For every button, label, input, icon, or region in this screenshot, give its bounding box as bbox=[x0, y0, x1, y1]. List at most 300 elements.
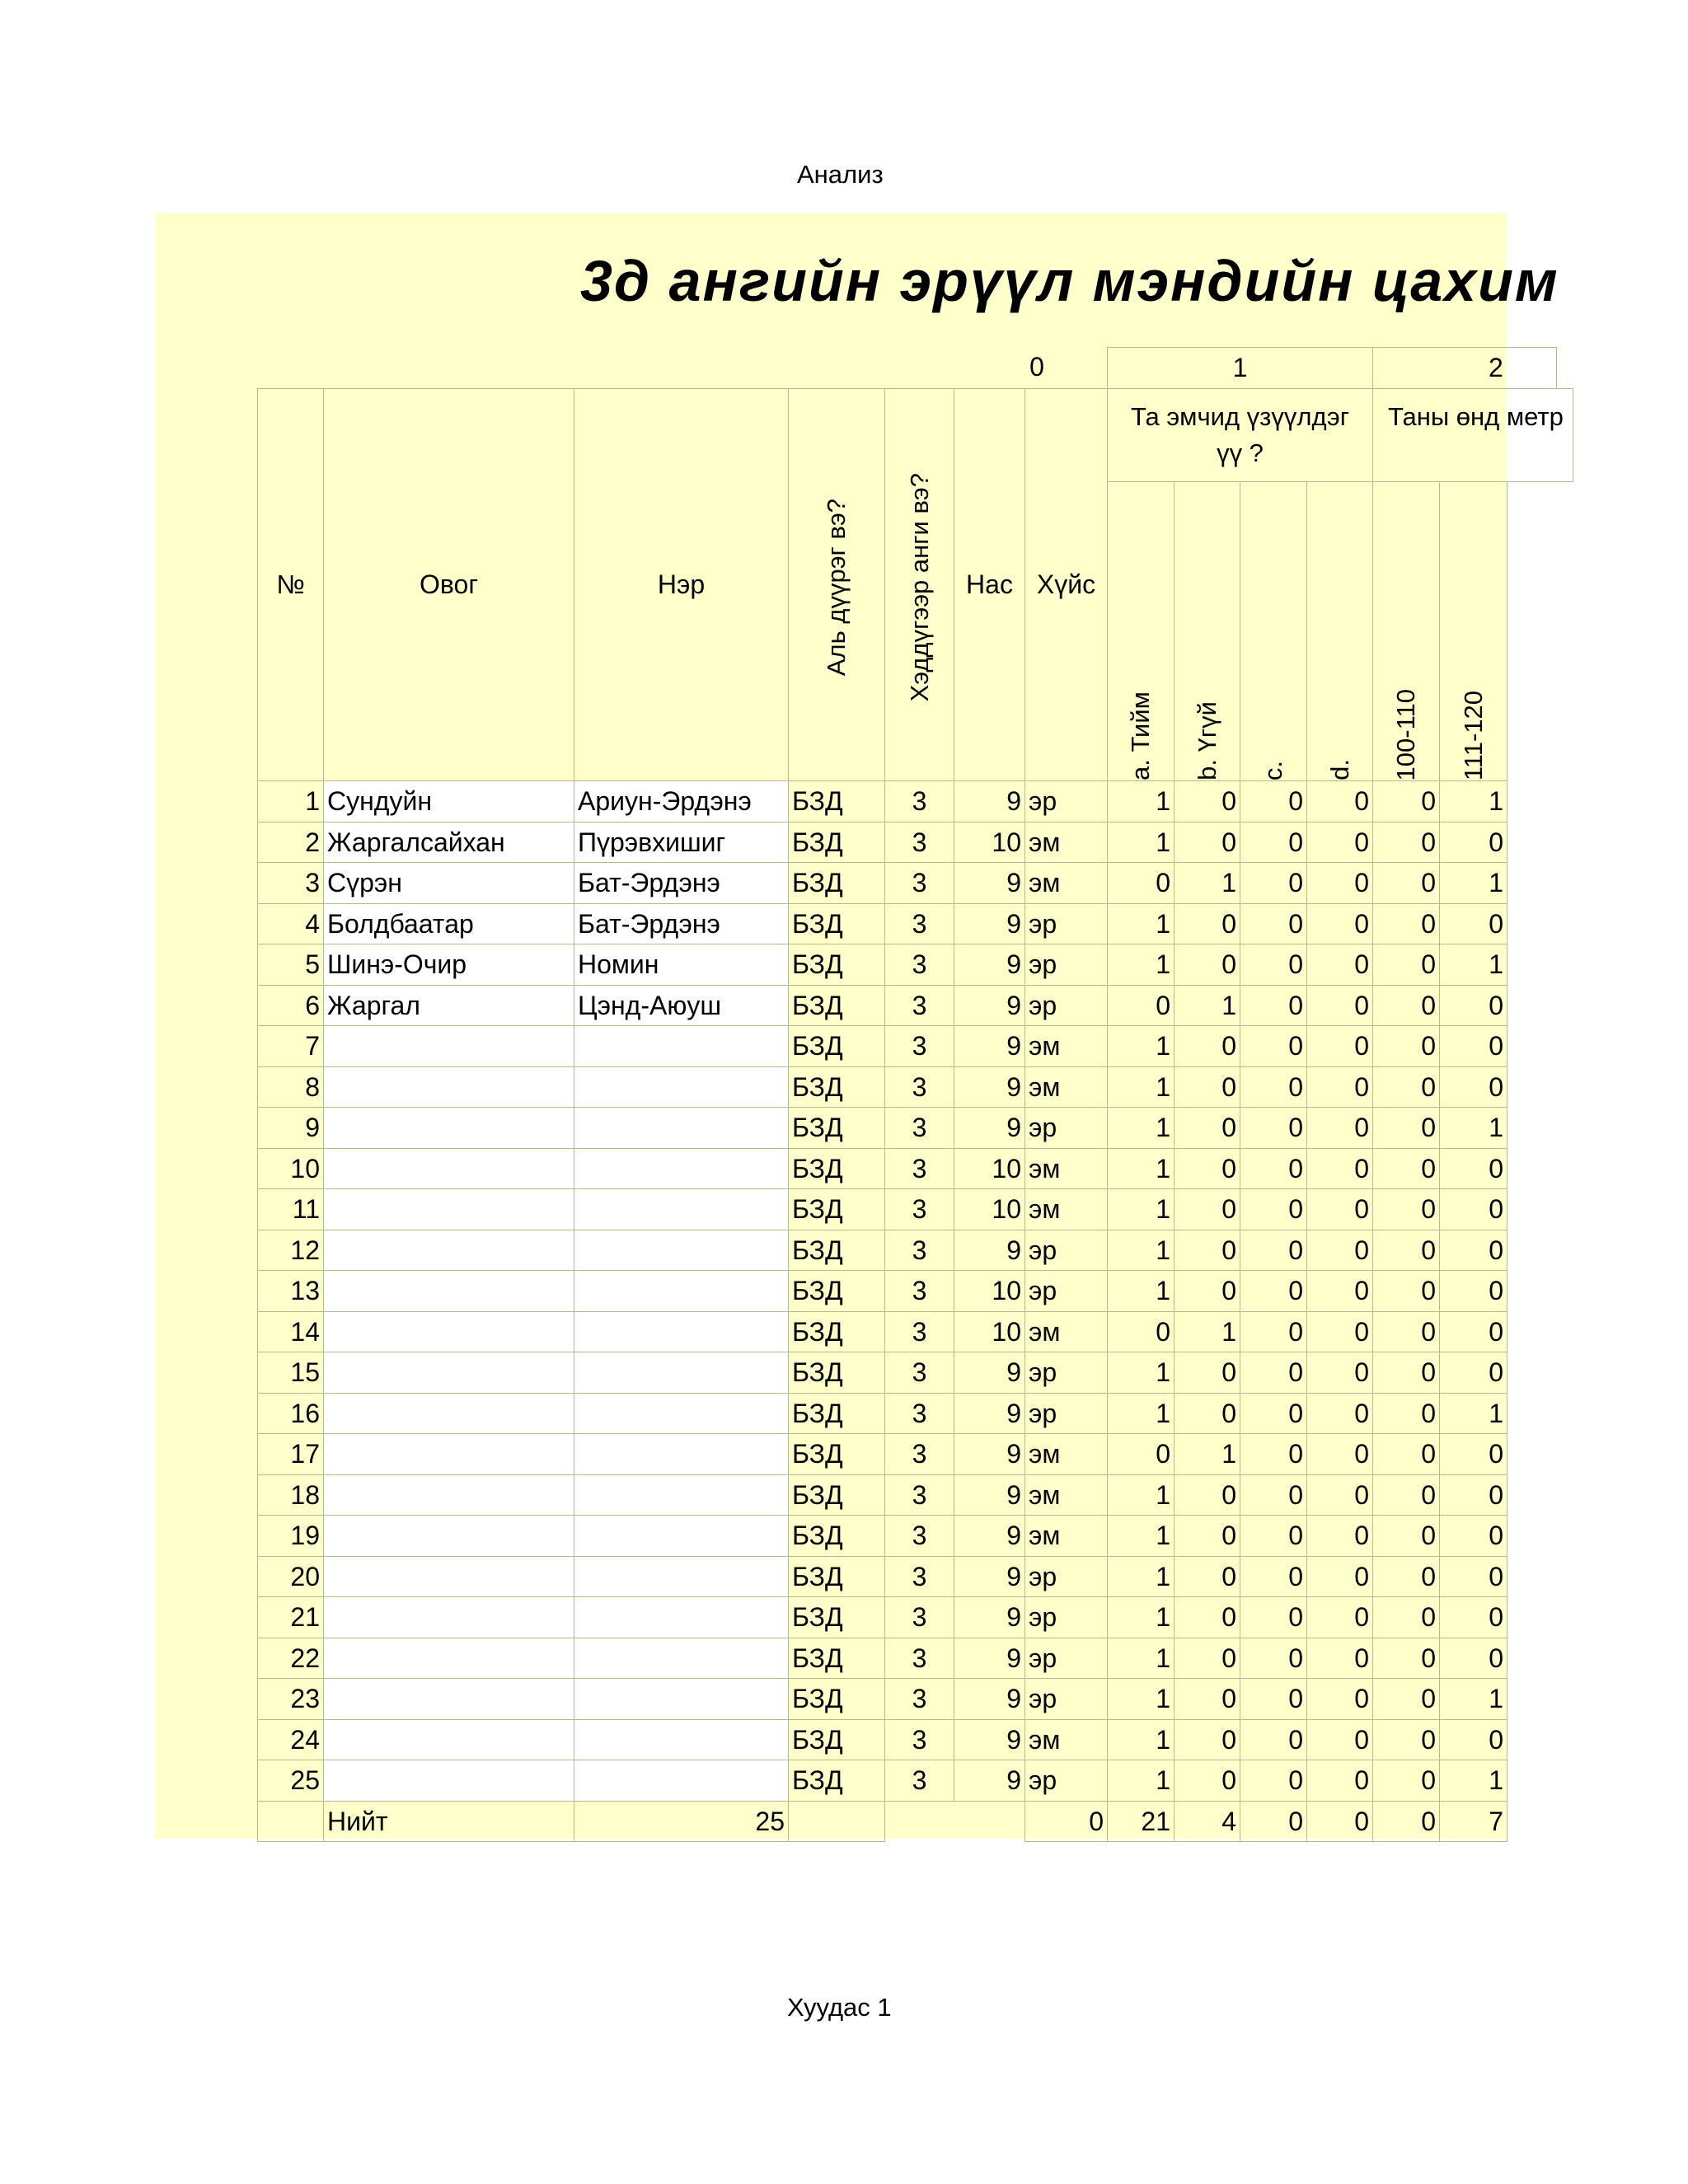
table-cell-n: 4 bbox=[257, 903, 324, 944]
table-cell-gender: эр bbox=[1025, 1596, 1108, 1638]
table-cell-grade: 3 bbox=[884, 1433, 954, 1475]
table-cell-name bbox=[574, 1678, 789, 1720]
table-cell-h2: 1 bbox=[1439, 862, 1507, 904]
table-cell-h2: 1 bbox=[1439, 1393, 1507, 1434]
table-cell-name bbox=[574, 1760, 789, 1802]
table-cell-d: 0 bbox=[1306, 1719, 1373, 1760]
total-gender: 0 bbox=[1025, 1801, 1108, 1842]
group-number-1: 1 bbox=[1107, 347, 1373, 389]
table-cell-district: БЗД bbox=[788, 1025, 885, 1067]
table-cell-district: БЗД bbox=[788, 1352, 885, 1394]
table-cell-age: 10 bbox=[954, 1188, 1025, 1230]
table-cell-surname bbox=[323, 1230, 574, 1271]
table-cell-n: 6 bbox=[257, 985, 324, 1026]
table-cell-n: 12 bbox=[257, 1230, 324, 1271]
table-cell-a: 1 bbox=[1107, 1025, 1175, 1067]
table-cell-a: 1 bbox=[1107, 1556, 1175, 1597]
table-cell-d: 0 bbox=[1306, 1515, 1373, 1557]
group-number-2: 2 bbox=[1372, 347, 1557, 389]
table-cell-h1: 0 bbox=[1372, 1474, 1440, 1516]
table-cell-n: 3 bbox=[257, 862, 324, 904]
table-cell-d: 0 bbox=[1306, 1188, 1373, 1230]
table-cell-surname bbox=[323, 1270, 574, 1312]
table-cell-grade: 3 bbox=[884, 1270, 954, 1312]
table-cell-grade: 3 bbox=[884, 1230, 954, 1271]
table-cell-d: 0 bbox=[1306, 1556, 1373, 1597]
table-cell-c: 0 bbox=[1240, 1678, 1307, 1720]
table-cell-district: БЗД bbox=[788, 822, 885, 863]
table-cell-surname bbox=[323, 1556, 574, 1597]
table-cell-surname bbox=[323, 1515, 574, 1557]
table-cell-grade: 3 bbox=[884, 1107, 954, 1149]
table-cell-d: 0 bbox=[1306, 1066, 1373, 1108]
table-cell-age: 9 bbox=[954, 1433, 1025, 1475]
table-cell-gender: эр bbox=[1025, 944, 1108, 986]
table-cell-gender: эр bbox=[1025, 1230, 1108, 1271]
header-height-100-110-label: 100-110 bbox=[1391, 688, 1420, 780]
table-cell-b: 0 bbox=[1174, 1596, 1240, 1638]
table-cell-gender: эм bbox=[1025, 1474, 1108, 1516]
table-cell-age: 9 bbox=[954, 1393, 1025, 1434]
header-name: Нэр bbox=[574, 388, 789, 781]
table-cell-district: БЗД bbox=[788, 1107, 885, 1149]
table-cell-h2: 0 bbox=[1439, 985, 1507, 1026]
table-cell-name bbox=[574, 1719, 789, 1760]
table-cell-district: БЗД bbox=[788, 1270, 885, 1312]
table-cell-d: 0 bbox=[1306, 1393, 1373, 1434]
table-cell-d: 0 bbox=[1306, 1270, 1373, 1312]
table-cell-name: Цэнд-Аюуш bbox=[574, 985, 789, 1026]
table-cell-name bbox=[574, 1025, 789, 1067]
table-cell-h2: 0 bbox=[1439, 1515, 1507, 1557]
table-cell-grade: 3 bbox=[884, 1596, 954, 1638]
table-cell-a: 1 bbox=[1107, 1107, 1175, 1149]
table-cell-surname bbox=[323, 1596, 574, 1638]
table-cell-b: 1 bbox=[1174, 1311, 1240, 1352]
table-cell-gender: эр bbox=[1025, 1556, 1108, 1597]
header-question-1: Та эмчид үзүүлдэг үү ? bbox=[1107, 388, 1373, 482]
table-cell-name bbox=[574, 1230, 789, 1271]
table-cell-age: 9 bbox=[954, 1107, 1025, 1149]
table-cell-gender: эр bbox=[1025, 1352, 1108, 1394]
table-cell-name bbox=[574, 1270, 789, 1312]
table-cell-surname bbox=[323, 1474, 574, 1516]
table-cell-c: 0 bbox=[1240, 944, 1307, 986]
table-cell-age: 10 bbox=[954, 1270, 1025, 1312]
table-cell-h2: 1 bbox=[1439, 944, 1507, 986]
table-cell-grade: 3 bbox=[884, 1311, 954, 1352]
table-cell-h1: 0 bbox=[1372, 1556, 1440, 1597]
table-cell-c: 0 bbox=[1240, 1230, 1307, 1271]
table-cell-b: 0 bbox=[1174, 1556, 1240, 1597]
table-cell-d: 0 bbox=[1306, 1474, 1373, 1516]
table-cell-district: БЗД bbox=[788, 1515, 885, 1557]
table-cell-h2: 0 bbox=[1439, 903, 1507, 944]
table-cell-grade: 3 bbox=[884, 1148, 954, 1189]
table-cell-b: 0 bbox=[1174, 1393, 1240, 1434]
header-district-label: Аль дүүрэг вэ? bbox=[822, 498, 851, 677]
table-cell-a: 1 bbox=[1107, 1596, 1175, 1638]
table-cell-a: 1 bbox=[1107, 1719, 1175, 1760]
table-cell-b: 0 bbox=[1174, 1148, 1240, 1189]
table-cell-h2: 0 bbox=[1439, 1638, 1507, 1679]
table-cell-age: 9 bbox=[954, 985, 1025, 1026]
table-cell-a: 0 bbox=[1107, 985, 1175, 1026]
table-cell-grade: 3 bbox=[884, 862, 954, 904]
table-cell-grade: 3 bbox=[884, 1760, 954, 1802]
table-cell-h1: 0 bbox=[1372, 1433, 1440, 1475]
table-cell-b: 0 bbox=[1174, 780, 1240, 823]
header-answer-c-label: c. bbox=[1259, 760, 1287, 780]
table-cell-h2: 1 bbox=[1439, 1107, 1507, 1149]
table-cell-h2: 1 bbox=[1439, 780, 1507, 823]
table-cell-surname: Сундуйн bbox=[323, 780, 574, 823]
table-cell-surname bbox=[323, 1760, 574, 1802]
table-cell-d: 0 bbox=[1306, 1107, 1373, 1149]
table-cell-age: 9 bbox=[954, 1025, 1025, 1067]
table-cell-c: 0 bbox=[1240, 1188, 1307, 1230]
table-cell-a: 0 bbox=[1107, 1311, 1175, 1352]
table-cell-h1: 0 bbox=[1372, 1066, 1440, 1108]
table-cell-d: 0 bbox=[1306, 1678, 1373, 1720]
table-cell-c: 0 bbox=[1240, 862, 1307, 904]
table-cell-name bbox=[574, 1107, 789, 1149]
table-cell-gender: эм bbox=[1025, 1433, 1108, 1475]
table-cell-surname bbox=[323, 1638, 574, 1679]
table-cell-d: 0 bbox=[1306, 944, 1373, 986]
table-cell-surname: Болдбаатар bbox=[323, 903, 574, 944]
table-cell-age: 9 bbox=[954, 1760, 1025, 1802]
table-cell-grade: 3 bbox=[884, 1352, 954, 1394]
table-cell-name bbox=[574, 1148, 789, 1189]
table-cell-h1: 0 bbox=[1372, 1719, 1440, 1760]
table-cell-age: 9 bbox=[954, 1066, 1025, 1108]
header-question-2: Таны өнд метр bbox=[1372, 388, 1573, 482]
total-count: 25 bbox=[574, 1801, 789, 1842]
table-cell-b: 0 bbox=[1174, 1719, 1240, 1760]
header-no: № bbox=[257, 388, 324, 781]
table-cell-grade: 3 bbox=[884, 944, 954, 986]
table-cell-h1: 0 bbox=[1372, 903, 1440, 944]
table-cell-surname: Жаргал bbox=[323, 985, 574, 1026]
table-cell-grade: 3 bbox=[884, 822, 954, 863]
table-cell-n: 19 bbox=[257, 1515, 324, 1557]
header-answer-b-label: b. Үгүй bbox=[1192, 701, 1221, 780]
table-cell-gender: эр bbox=[1025, 985, 1108, 1026]
table-cell-b: 0 bbox=[1174, 1188, 1240, 1230]
table-cell-d: 0 bbox=[1306, 862, 1373, 904]
table-cell-b: 0 bbox=[1174, 1352, 1240, 1394]
table-cell-h2: 0 bbox=[1439, 1311, 1507, 1352]
table-cell-district: БЗД bbox=[788, 944, 885, 986]
table-cell-n: 15 bbox=[257, 1352, 324, 1394]
table-cell-district: БЗД bbox=[788, 903, 885, 944]
table-cell-grade: 3 bbox=[884, 1474, 954, 1516]
table-cell-district: БЗД bbox=[788, 1638, 885, 1679]
table-cell-b: 1 bbox=[1174, 862, 1240, 904]
table-cell-d: 0 bbox=[1306, 985, 1373, 1026]
table-cell-name bbox=[574, 1474, 789, 1516]
table-cell-h2: 1 bbox=[1439, 1678, 1507, 1720]
table-cell-district: БЗД bbox=[788, 1188, 885, 1230]
table-cell-h1: 0 bbox=[1372, 862, 1440, 904]
table-cell-district: БЗД bbox=[788, 1474, 885, 1516]
table-cell-h1: 0 bbox=[1372, 1230, 1440, 1271]
table-cell-a: 0 bbox=[1107, 862, 1175, 904]
group-number-0: 0 bbox=[1029, 352, 1044, 382]
table-cell-grade: 3 bbox=[884, 780, 954, 823]
table-cell-a: 1 bbox=[1107, 1230, 1175, 1271]
table-cell-a: 1 bbox=[1107, 1760, 1175, 1802]
table-cell-h1: 0 bbox=[1372, 1025, 1440, 1067]
table-cell-h1: 0 bbox=[1372, 944, 1440, 986]
table-cell-district: БЗД bbox=[788, 1678, 885, 1720]
table-cell-gender: эр bbox=[1025, 903, 1108, 944]
table-cell-surname bbox=[323, 1352, 574, 1394]
total-empty bbox=[257, 1801, 324, 1842]
table-cell-c: 0 bbox=[1240, 1515, 1307, 1557]
table-cell-c: 0 bbox=[1240, 1311, 1307, 1352]
table-cell-age: 9 bbox=[954, 903, 1025, 944]
table-cell-grade: 3 bbox=[884, 1638, 954, 1679]
table-cell-grade: 3 bbox=[884, 903, 954, 944]
table-cell-district: БЗД bbox=[788, 1719, 885, 1760]
table-cell-n: 20 bbox=[257, 1556, 324, 1597]
table-cell-a: 1 bbox=[1107, 1474, 1175, 1516]
table-cell-surname bbox=[323, 1066, 574, 1108]
table-cell-c: 0 bbox=[1240, 903, 1307, 944]
table-cell-h2: 0 bbox=[1439, 1270, 1507, 1312]
table-cell-n: 2 bbox=[257, 822, 324, 863]
table-cell-a: 0 bbox=[1107, 1433, 1175, 1475]
table-cell-c: 0 bbox=[1240, 1719, 1307, 1760]
table-cell-age: 9 bbox=[954, 1230, 1025, 1271]
table-cell-b: 0 bbox=[1174, 1230, 1240, 1271]
table-cell-n: 11 bbox=[257, 1188, 324, 1230]
table-cell-grade: 3 bbox=[884, 1393, 954, 1434]
table-cell-b: 0 bbox=[1174, 1678, 1240, 1720]
table-cell-name bbox=[574, 1393, 789, 1434]
table-cell-n: 7 bbox=[257, 1025, 324, 1067]
table-cell-d: 0 bbox=[1306, 1311, 1373, 1352]
table-cell-n: 5 bbox=[257, 944, 324, 986]
table-cell-b: 0 bbox=[1174, 1760, 1240, 1802]
table-cell-h2: 0 bbox=[1439, 1148, 1507, 1189]
table-cell-b: 0 bbox=[1174, 1474, 1240, 1516]
table-cell-c: 0 bbox=[1240, 1066, 1307, 1108]
table-cell-a: 1 bbox=[1107, 780, 1175, 823]
total-district bbox=[788, 1801, 885, 1842]
table-cell-n: 16 bbox=[257, 1393, 324, 1434]
table-cell-surname: Жаргалсайхан bbox=[323, 822, 574, 863]
table-cell-name bbox=[574, 1311, 789, 1352]
table-cell-surname bbox=[323, 1678, 574, 1720]
table-cell-c: 0 bbox=[1240, 1433, 1307, 1475]
table-cell-h1: 0 bbox=[1372, 1393, 1440, 1434]
table-cell-h1: 0 bbox=[1372, 1148, 1440, 1189]
table-cell-c: 0 bbox=[1240, 1025, 1307, 1067]
table-cell-grade: 3 bbox=[884, 1678, 954, 1720]
table-cell-district: БЗД bbox=[788, 1433, 885, 1475]
table-cell-h2: 0 bbox=[1439, 1719, 1507, 1760]
table-cell-b: 0 bbox=[1174, 1025, 1240, 1067]
table-cell-a: 1 bbox=[1107, 1188, 1175, 1230]
table-cell-h2: 0 bbox=[1439, 1188, 1507, 1230]
table-cell-name: Бат-Эрдэнэ bbox=[574, 903, 789, 944]
table-cell-d: 0 bbox=[1306, 1433, 1373, 1475]
table-cell-gender: эм bbox=[1025, 1515, 1108, 1557]
table-cell-h1: 0 bbox=[1372, 780, 1440, 823]
table-cell-a: 1 bbox=[1107, 1148, 1175, 1189]
table-cell-name: Ариун-Эрдэнэ bbox=[574, 780, 789, 823]
total-label: Нийт bbox=[323, 1801, 574, 1842]
total-h1: 0 bbox=[1372, 1801, 1440, 1842]
table-cell-name: Пүрэвхишиг bbox=[574, 822, 789, 863]
table-cell-name bbox=[574, 1556, 789, 1597]
table-cell-name bbox=[574, 1352, 789, 1394]
table-cell-d: 0 bbox=[1306, 780, 1373, 823]
table-cell-age: 10 bbox=[954, 1148, 1025, 1189]
table-cell-c: 0 bbox=[1240, 1638, 1307, 1679]
table-cell-c: 0 bbox=[1240, 1148, 1307, 1189]
table-cell-b: 1 bbox=[1174, 985, 1240, 1026]
table-cell-b: 0 bbox=[1174, 944, 1240, 986]
table-cell-age: 9 bbox=[954, 780, 1025, 823]
table-cell-district: БЗД bbox=[788, 1556, 885, 1597]
header-surname: Овог bbox=[323, 388, 574, 781]
table-cell-district: БЗД bbox=[788, 862, 885, 904]
table-cell-b: 0 bbox=[1174, 822, 1240, 863]
table-cell-n: 18 bbox=[257, 1474, 324, 1516]
table-cell-age: 9 bbox=[954, 1515, 1025, 1557]
table-cell-d: 0 bbox=[1306, 1638, 1373, 1679]
table-cell-surname bbox=[323, 1719, 574, 1760]
table-cell-surname bbox=[323, 1393, 574, 1434]
table-cell-grade: 3 bbox=[884, 1188, 954, 1230]
table-cell-h2: 0 bbox=[1439, 1556, 1507, 1597]
header-answer-d-label: d. bbox=[1325, 759, 1354, 780]
table-cell-gender: эр bbox=[1025, 1638, 1108, 1679]
table-cell-grade: 3 bbox=[884, 1066, 954, 1108]
table-cell-name: Номин bbox=[574, 944, 789, 986]
table-cell-h1: 0 bbox=[1372, 1596, 1440, 1638]
header-answer-d bbox=[1306, 481, 1373, 781]
table-cell-surname bbox=[323, 1148, 574, 1189]
table-cell-d: 0 bbox=[1306, 1025, 1373, 1067]
table-cell-age: 9 bbox=[954, 1719, 1025, 1760]
table-cell-grade: 3 bbox=[884, 1556, 954, 1597]
total-d: 0 bbox=[1306, 1801, 1373, 1842]
table-cell-grade: 3 bbox=[884, 1515, 954, 1557]
table-cell-b: 0 bbox=[1174, 1270, 1240, 1312]
table-cell-d: 0 bbox=[1306, 1230, 1373, 1271]
table-cell-h2: 0 bbox=[1439, 1596, 1507, 1638]
table-cell-c: 0 bbox=[1240, 1352, 1307, 1394]
table-cell-h1: 0 bbox=[1372, 1515, 1440, 1557]
table-cell-d: 0 bbox=[1306, 1352, 1373, 1394]
table-cell-d: 0 bbox=[1306, 903, 1373, 944]
table-cell-name bbox=[574, 1066, 789, 1108]
table-cell-h1: 0 bbox=[1372, 1311, 1440, 1352]
table-cell-age: 9 bbox=[954, 1474, 1025, 1516]
table-cell-surname bbox=[323, 1107, 574, 1149]
table-cell-n: 1 bbox=[257, 780, 324, 823]
table-cell-age: 9 bbox=[954, 944, 1025, 986]
table-cell-gender: эр bbox=[1025, 1270, 1108, 1312]
total-a: 21 bbox=[1107, 1801, 1175, 1842]
table-cell-name bbox=[574, 1596, 789, 1638]
table-cell-a: 1 bbox=[1107, 903, 1175, 944]
table-cell-name bbox=[574, 1433, 789, 1475]
table-cell-n: 8 bbox=[257, 1066, 324, 1108]
table-cell-name: Бат-Эрдэнэ bbox=[574, 862, 789, 904]
table-cell-h1: 0 bbox=[1372, 985, 1440, 1026]
table-cell-gender: эм bbox=[1025, 1025, 1108, 1067]
table-cell-n: 9 bbox=[257, 1107, 324, 1149]
table-cell-d: 0 bbox=[1306, 1760, 1373, 1802]
table-cell-h2: 0 bbox=[1439, 1474, 1507, 1516]
table-cell-c: 0 bbox=[1240, 1107, 1307, 1149]
table-cell-a: 1 bbox=[1107, 1352, 1175, 1394]
table-cell-district: БЗД bbox=[788, 1230, 885, 1271]
table-cell-a: 1 bbox=[1107, 1515, 1175, 1557]
total-c: 0 bbox=[1240, 1801, 1307, 1842]
table-cell-age: 9 bbox=[954, 1352, 1025, 1394]
table-cell-a: 1 bbox=[1107, 1393, 1175, 1434]
table-cell-name bbox=[574, 1188, 789, 1230]
table-cell-surname bbox=[323, 1311, 574, 1352]
table-cell-age: 9 bbox=[954, 1556, 1025, 1597]
table-cell-age: 9 bbox=[954, 1596, 1025, 1638]
table-cell-b: 0 bbox=[1174, 1515, 1240, 1557]
table-cell-n: 24 bbox=[257, 1719, 324, 1760]
table-cell-c: 0 bbox=[1240, 1393, 1307, 1434]
table-cell-b: 0 bbox=[1174, 1107, 1240, 1149]
table-cell-gender: эм bbox=[1025, 1311, 1108, 1352]
table-cell-district: БЗД bbox=[788, 1066, 885, 1108]
table-cell-surname: Шинэ-Очир bbox=[323, 944, 574, 986]
header-age: Нас bbox=[954, 388, 1025, 781]
table-cell-age: 10 bbox=[954, 822, 1025, 863]
table-cell-grade: 3 bbox=[884, 985, 954, 1026]
table-cell-gender: эм bbox=[1025, 1719, 1108, 1760]
table-cell-c: 0 bbox=[1240, 780, 1307, 823]
table-cell-b: 0 bbox=[1174, 1638, 1240, 1679]
header-grade-label: Хэддүгээр анги вэ? bbox=[904, 472, 934, 702]
table-cell-a: 1 bbox=[1107, 944, 1175, 986]
table-cell-gender: эм bbox=[1025, 1188, 1108, 1230]
table-cell-c: 0 bbox=[1240, 985, 1307, 1026]
sheet-title: 3д ангийн эрүүл мэндийн цахим bbox=[580, 249, 1559, 313]
table-cell-district: БЗД bbox=[788, 1596, 885, 1638]
header-answer-a bbox=[1107, 481, 1175, 781]
table-cell-n: 21 bbox=[257, 1596, 324, 1638]
table-cell-h1: 0 bbox=[1372, 822, 1440, 863]
table-cell-a: 1 bbox=[1107, 822, 1175, 863]
table-cell-grade: 3 bbox=[884, 1719, 954, 1760]
table-cell-c: 0 bbox=[1240, 822, 1307, 863]
table-cell-d: 0 bbox=[1306, 1148, 1373, 1189]
table-cell-district: БЗД bbox=[788, 1760, 885, 1802]
table-cell-gender: эр bbox=[1025, 1393, 1108, 1434]
table-cell-h1: 0 bbox=[1372, 1760, 1440, 1802]
table-cell-d: 0 bbox=[1306, 1596, 1373, 1638]
table-cell-gender: эм bbox=[1025, 862, 1108, 904]
header-district bbox=[788, 388, 885, 781]
spreadsheet bbox=[155, 213, 1564, 1839]
header-height-111-120 bbox=[1439, 481, 1507, 781]
table-cell-c: 0 bbox=[1240, 1760, 1307, 1802]
